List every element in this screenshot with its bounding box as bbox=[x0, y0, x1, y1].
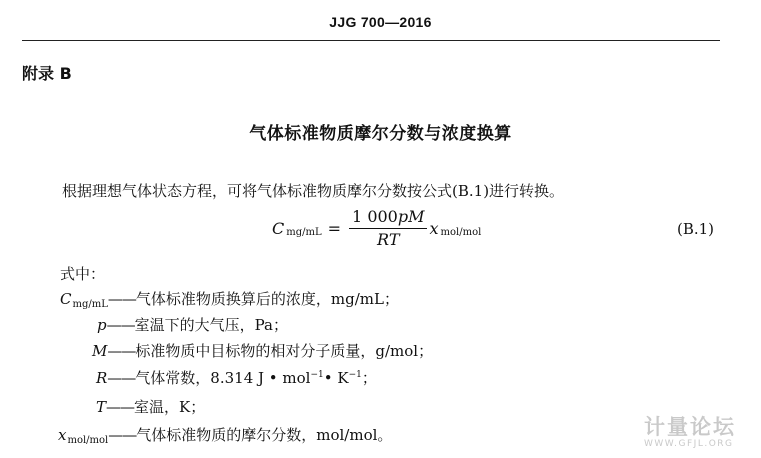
definition-text: 气体标准物质的摩尔分数，mol/mol。 bbox=[136, 426, 393, 444]
definition-superscript: −1 bbox=[348, 370, 362, 380]
equation-number: (B.1) bbox=[677, 220, 715, 238]
definition-text: • K bbox=[323, 369, 349, 387]
definition-text: 标准物质中目标物的相对分子质量，g/mol； bbox=[135, 342, 434, 360]
definition-text: 室温下的大气压，Pa； bbox=[134, 316, 288, 334]
definition-text: 气体标准物质换算后的浓度，mg/mL； bbox=[135, 290, 399, 308]
definition-dash: —— bbox=[106, 316, 135, 334]
definition-symbol: T bbox=[96, 398, 107, 416]
formula-numerator bbox=[349, 208, 427, 229]
intro-paragraph: 根据理想气体状态方程，可将气体标准物质摩尔分数按公式(B.1)进行转换。 bbox=[62, 182, 565, 200]
definition-dash: —— bbox=[107, 290, 136, 308]
standard-code-header: JJG 700—2016 bbox=[329, 14, 432, 30]
definition-molar-mass bbox=[92, 340, 433, 361]
formula-numerator-vars: pM bbox=[397, 206, 425, 226]
definition-dash: —— bbox=[107, 369, 136, 387]
definition-dash: —— bbox=[106, 398, 135, 416]
definition-symbol: R bbox=[96, 369, 108, 387]
formula-rhs-subscript: mol/mol bbox=[440, 226, 482, 238]
formula-equals: = bbox=[327, 218, 342, 238]
appendix-label: 附录 B bbox=[22, 64, 72, 83]
definition-temperature bbox=[96, 396, 205, 417]
watermark-text: 计量论坛 bbox=[644, 415, 736, 439]
conversion-formula bbox=[272, 206, 481, 250]
formula-denominator: RT bbox=[377, 229, 400, 249]
definition-symbol: p bbox=[97, 316, 107, 334]
definition-text: ； bbox=[361, 369, 377, 387]
definition-subscript: mg/mL bbox=[72, 299, 108, 310]
formula-lhs-subscript: mg/mL bbox=[286, 226, 322, 238]
header-divider bbox=[22, 40, 720, 41]
formula-fraction bbox=[349, 208, 427, 249]
definition-symbol: M bbox=[92, 342, 108, 360]
formula-rhs-symbol: x bbox=[429, 218, 439, 238]
formula-numerator-number: 1 000 bbox=[352, 206, 398, 226]
definition-text: 室温，K； bbox=[134, 398, 206, 416]
definition-subscript: mol/mol bbox=[67, 435, 109, 446]
where-label: 式中： bbox=[60, 265, 106, 283]
definition-gas-constant bbox=[96, 367, 377, 388]
watermark-url: WWW.GFJL.ORG bbox=[644, 439, 734, 449]
formula-lhs-symbol: C bbox=[272, 218, 285, 238]
section-title: 气体标准物质摩尔分数与浓度换算 bbox=[249, 124, 512, 144]
definition-text: 气体常数，8.314 J • mol bbox=[135, 369, 311, 387]
definition-dash: —— bbox=[108, 426, 137, 444]
definition-symbol: x bbox=[58, 426, 67, 444]
definition-symbol: C bbox=[60, 290, 72, 308]
definition-superscript: −1 bbox=[310, 370, 324, 380]
definition-dash: —— bbox=[107, 342, 136, 360]
definition-mole-fraction bbox=[58, 424, 392, 445]
watermark-logo bbox=[644, 411, 756, 455]
definition-pressure bbox=[97, 314, 288, 335]
definition-concentration bbox=[60, 288, 399, 309]
